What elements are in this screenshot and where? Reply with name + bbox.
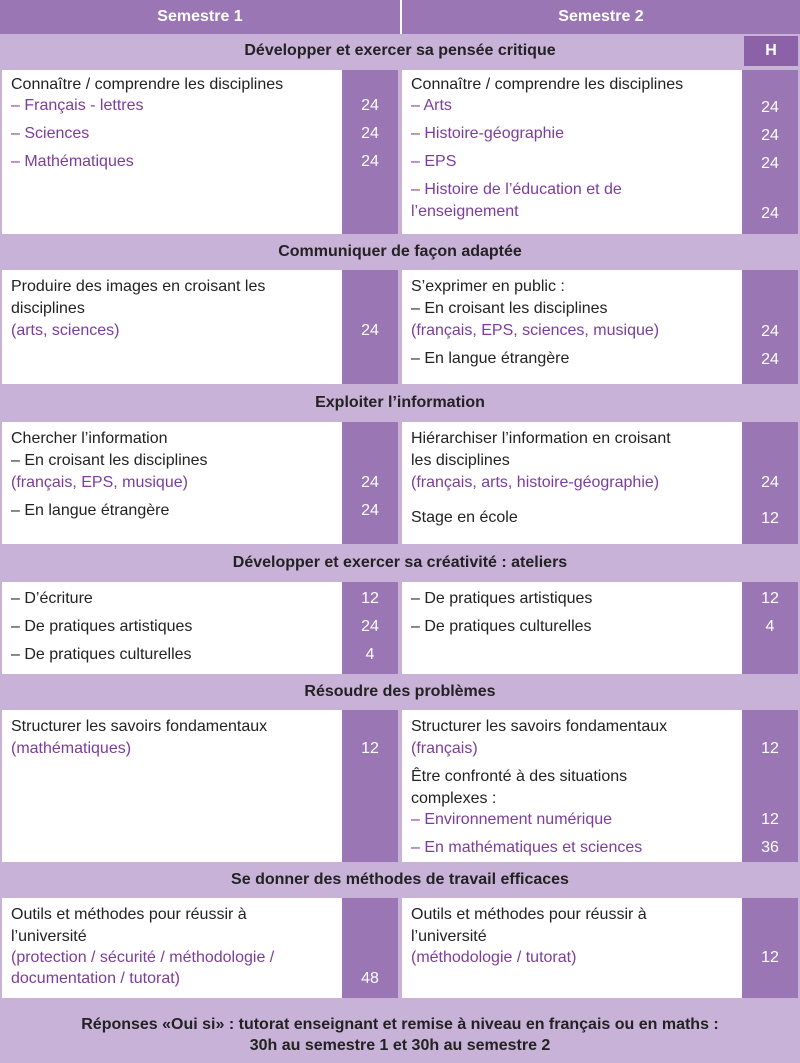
hours-value: 24 — [361, 125, 379, 142]
cell-line: – Histoire de l’éducation et de — [411, 181, 622, 198]
hours-value: 12 — [761, 740, 779, 757]
semester-1-cell — [2, 898, 342, 998]
section-title: Résoudre des problèmes — [304, 683, 496, 700]
semester-2-hours — [742, 710, 798, 862]
semester-1-cell — [2, 70, 342, 234]
hours-value: 24 — [361, 97, 379, 114]
cell-line: – De pratiques artistiques — [411, 590, 593, 607]
cell-line: – Histoire-géographie — [411, 125, 564, 142]
cell-line: (français, arts, histoire-géographie) — [411, 474, 660, 491]
hours-value: 12 — [761, 510, 779, 527]
hours-value: 36 — [761, 839, 779, 856]
cell-line: – De pratiques culturelles — [411, 618, 592, 635]
cell-line: les disciplines — [411, 452, 510, 469]
semester-2-header: Semestre 2 — [558, 8, 644, 25]
semester-1-hours — [342, 710, 398, 862]
hours-value: 24 — [361, 502, 379, 519]
cell-line: Être confronté à des situations — [411, 768, 628, 785]
hours-value: 24 — [761, 323, 779, 340]
cell-line: (mathématiques) — [11, 740, 132, 757]
semester-1-hours — [342, 582, 398, 674]
cell-line: – De pratiques culturelles — [11, 646, 192, 663]
hours-value: 24 — [761, 205, 779, 222]
section-header-communication — [0, 236, 800, 268]
cell-line: – En langue étrangère — [11, 502, 170, 519]
cell-line: – En croisant les disciplines — [11, 452, 208, 469]
semester-1-hours — [342, 422, 398, 544]
cell-line: documentation / tutorat) — [11, 970, 180, 987]
semester-1-hours — [342, 270, 398, 384]
section-body-communication — [0, 268, 800, 386]
cell-line: l’université — [411, 928, 487, 945]
semester-1-hours — [342, 70, 398, 234]
semester-header — [0, 0, 800, 34]
cell-line: Outils et méthodes pour réussir à — [411, 906, 647, 923]
section-title: Exploiter l’information — [315, 394, 485, 411]
footer-line-2: 30h au semestre 1 et 30h au semestre 2 — [249, 1037, 551, 1054]
semester-2-hours — [742, 270, 798, 384]
cell-line: disciplines — [11, 300, 85, 317]
section-header-critical-thinking — [0, 34, 800, 68]
cell-line: Structurer les savoirs fondamentaux — [411, 718, 668, 735]
hours-value: 24 — [361, 474, 379, 491]
cell-line: Stage en école — [411, 509, 518, 526]
cell-line: – Français - lettres — [11, 97, 144, 114]
semester-2-cell — [402, 70, 742, 234]
semester-2-hours — [742, 898, 798, 998]
hours-value: 4 — [765, 618, 775, 635]
footer-note — [0, 1000, 800, 1063]
cell-line: l’université — [11, 928, 87, 945]
cell-line: Connaître / comprendre les disciplines — [11, 76, 284, 93]
hours-column-label — [744, 36, 798, 66]
hours-value: 48 — [361, 970, 379, 987]
cell-line: Connaître / comprendre les disciplines — [411, 76, 684, 93]
hours-value: 24 — [761, 351, 779, 368]
semester-2-cell — [402, 270, 742, 384]
hours-value: 12 — [761, 949, 779, 966]
hours-value: 12 — [761, 811, 779, 828]
cell-line: Chercher l’information — [11, 430, 168, 447]
cell-line: – EPS — [411, 153, 457, 170]
hours-value: 24 — [761, 99, 779, 116]
semester-1-cell — [2, 710, 342, 862]
footer-line-1: Réponses «Oui si» : tutorat enseignant et remise à niveau en français ou en maths : — [81, 1016, 719, 1033]
cell-line: (français) — [411, 740, 478, 757]
cell-line: Structurer les savoirs fondamentaux — [11, 718, 268, 735]
cell-line: – Arts — [411, 97, 452, 114]
cell-line: (méthodologie / tutorat) — [411, 949, 577, 966]
cell-line: – En croisant les disciplines — [411, 300, 608, 317]
cell-line: Hiérarchiser l’information en croisant — [411, 430, 671, 447]
cell-line: – Environnement numérique — [411, 811, 613, 828]
semester-1-header: Semestre 1 — [157, 8, 243, 25]
semester-2-cell — [402, 422, 742, 544]
section-header-information — [0, 386, 800, 420]
cell-line: – Mathématiques — [11, 153, 134, 170]
cell-line: – En mathématiques et sciences — [411, 839, 643, 856]
section-body-creativity — [0, 580, 800, 676]
semester-2-hours — [742, 582, 798, 674]
section-title: Développer et exercer sa créativité : ateliers — [232, 554, 568, 571]
cell-line: – Sciences — [11, 125, 90, 142]
hours-value: 12 — [761, 590, 779, 607]
semester-1-cell — [2, 270, 342, 384]
cell-line: – D’écriture — [11, 590, 93, 607]
section-title: Se donner des méthodes de travail efficaces — [231, 871, 569, 888]
hours-value: 4 — [365, 646, 375, 663]
section-title: Communiquer de façon adaptée — [278, 243, 522, 260]
cell-line: (arts, sciences) — [11, 322, 120, 339]
semester-1-cell — [2, 582, 342, 674]
section-title: Développer et exercer sa pensée critique — [244, 42, 556, 59]
semester-2-cell — [402, 710, 742, 862]
hours-value: 24 — [361, 618, 379, 635]
cell-line: complexes : — [411, 790, 497, 807]
cell-line: – De pratiques artistiques — [11, 618, 193, 635]
section-header-creativity — [0, 546, 800, 580]
hours-value: 24 — [761, 127, 779, 144]
cell-line: (protection / sécurité / méthodologie / — [11, 949, 275, 966]
semester-2-hours — [742, 422, 798, 544]
section-body-information — [0, 420, 800, 546]
cell-line: (français, EPS, musique) — [11, 474, 188, 491]
cell-line: (français, EPS, sciences, musique) — [411, 322, 660, 339]
cell-line: Outils et méthodes pour réussir à — [11, 906, 247, 923]
cell-line: S’exprimer en public : — [411, 278, 565, 295]
hours-value: 24 — [761, 155, 779, 172]
section-body-work-methods — [0, 896, 800, 1000]
hours-label: H — [765, 42, 777, 59]
cell-line: l’enseignement — [411, 203, 519, 220]
section-body-critical-thinking — [0, 68, 800, 236]
hours-value: 12 — [361, 590, 379, 607]
section-body-problem-solving — [0, 708, 800, 864]
semester-2-hours — [742, 70, 798, 234]
semester-1-hours — [342, 898, 398, 998]
hours-value: 24 — [361, 322, 379, 339]
cell-line: – En langue étrangère — [411, 350, 570, 367]
semester-2-cell — [402, 582, 742, 674]
section-header-problem-solving — [0, 676, 800, 708]
semester-2-cell — [402, 898, 742, 998]
hours-value: 24 — [361, 153, 379, 170]
hours-value: 24 — [761, 474, 779, 491]
section-header-work-methods — [0, 864, 800, 896]
hours-value: 12 — [361, 740, 379, 757]
cell-line: Produire des images en croisant les — [11, 278, 266, 295]
semester-1-cell — [2, 422, 342, 544]
